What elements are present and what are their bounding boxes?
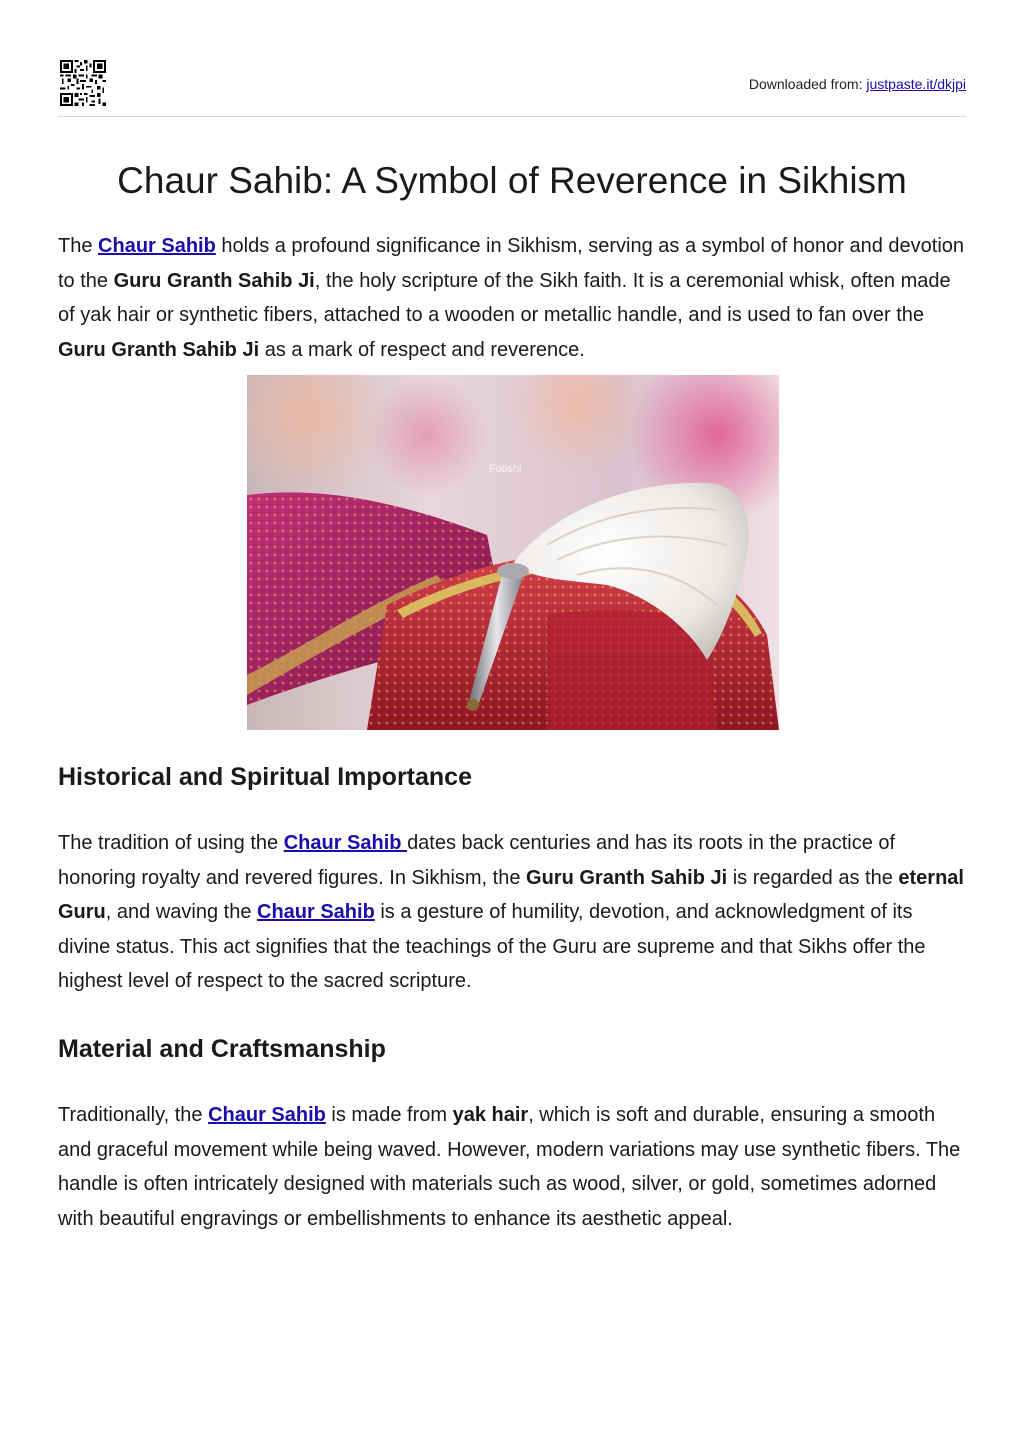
text-span: The [58, 235, 99, 257]
text-span: Traditionally, the [58, 1104, 209, 1126]
bold-text: Guru Granth Sahib Ji [58, 338, 260, 361]
intro-paragraph [58, 229, 966, 367]
qr-code-icon [60, 60, 106, 106]
source-prefix: Downloaded from: [748, 76, 863, 92]
chaur-sahib-photo [247, 375, 779, 730]
text-span: is a gesture of humility, devotion, and acknowledgment of its divine status. This act signifies that the teachings of the Guru are supreme and that Sikhs offer the highest level of respect to the sacred scripture. [58, 901, 926, 993]
bold-text: Guru Granth Sahib Ji [526, 866, 728, 889]
page-title: Chaur Sahib: A Symbol of Reverence in Sikhism [117, 160, 907, 201]
material-paragraph [58, 1098, 966, 1236]
text-span: The tradition of using the [58, 832, 284, 854]
bold-text: eternal Guru [58, 866, 964, 924]
text-span: , the holy scripture of the Sikh faith. It is a ceremonial whisk, often made of yak hair or synthetic fibers, attached to a wooden or metallic handle, and is used to fan over the [58, 269, 951, 327]
photo-watermark: Fotishi [489, 463, 522, 475]
text-span: is regarded as the [727, 866, 899, 889]
chaur-sahib-link[interactable]: Chaur Sahib [257, 901, 375, 924]
history-paragraph [58, 826, 966, 999]
bold-text: yak hair [452, 1104, 529, 1126]
source-line [749, 76, 966, 92]
page-header [58, 60, 966, 117]
text-span: dates back centuries and has its roots in the practice of honoring royalty and revered figures. In Sikhism, the [58, 832, 896, 889]
text-span: , which is soft and durable, ensuring a smooth and graceful movement while being waved. However, modern variations may use synthetic fibers. The handle is often intricately designed with materials such as wood, silver, or gold, sometimes adorned with beautiful engravings or embellishments to enhance its aesthetic appeal. [58, 1104, 961, 1230]
text-span: is made from [325, 1104, 453, 1126]
source-link[interactable]: justpaste.it/dkjpi [866, 76, 966, 92]
section-heading-material: Material and Craftsmanship [58, 1035, 386, 1063]
bold-text: Guru Granth Sahib Ji [113, 269, 315, 292]
chaur-sahib-link[interactable]: Chaur Sahib [208, 1104, 326, 1126]
chaur-sahib-link[interactable]: Chaur Sahib [283, 832, 408, 854]
chaur-sahib-link[interactable]: Chaur Sahib [98, 235, 216, 257]
section-heading-history: Historical and Spiritual Importance [58, 763, 472, 791]
text-span: as a mark of respect and reverence. [259, 338, 585, 361]
text-span: , and waving the [105, 901, 257, 924]
text-span: holds a profound significance in Sikhism, serving as a symbol of honor and devotion to the [58, 235, 965, 292]
